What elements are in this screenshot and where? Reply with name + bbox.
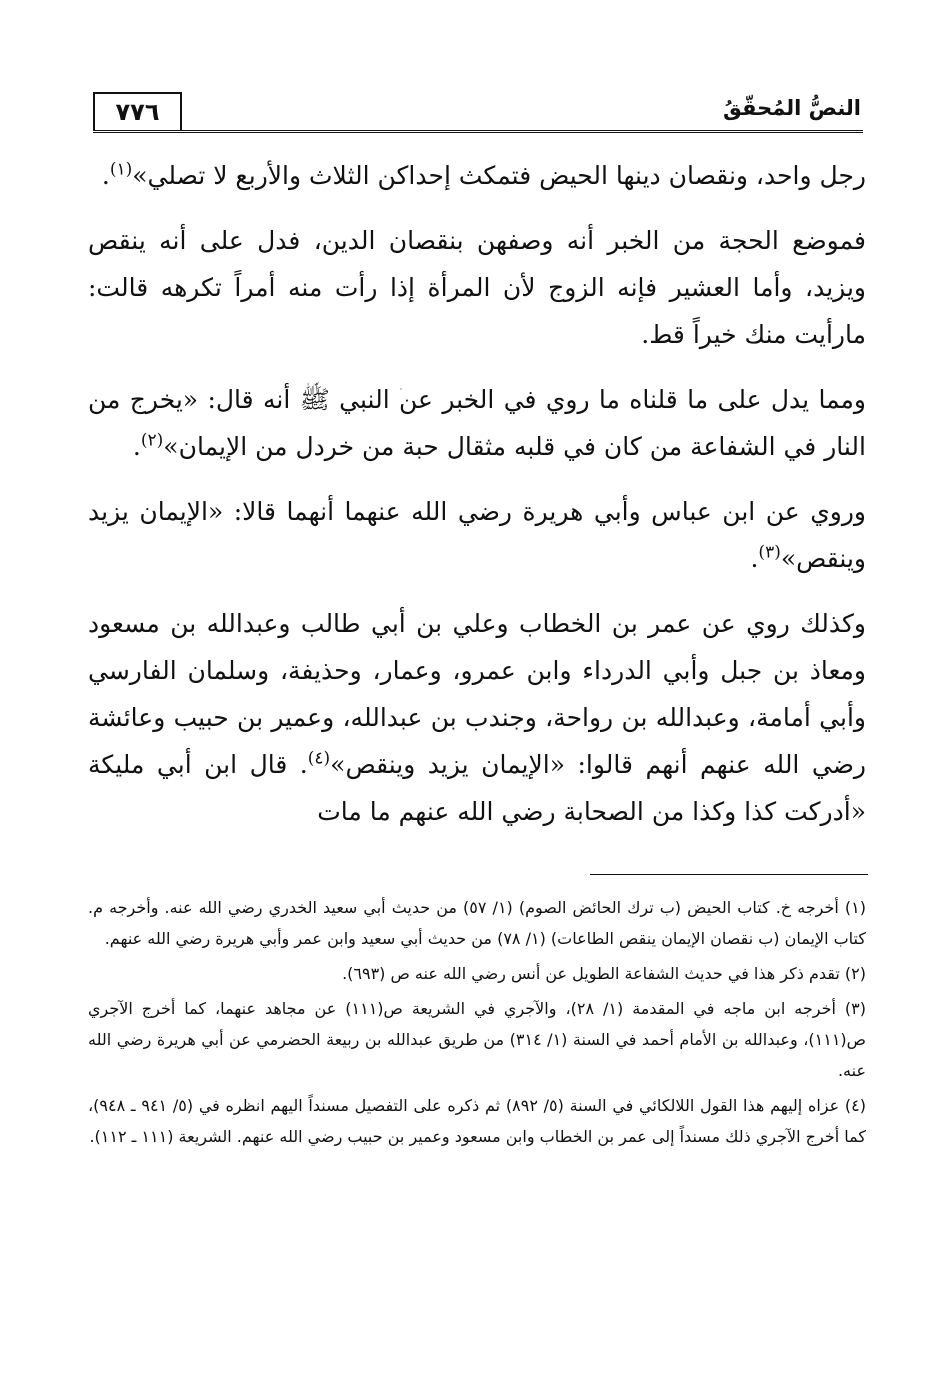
footnote-separator [590, 874, 868, 875]
footnote [88, 958, 866, 989]
footnote-marker: (٣) [758, 542, 781, 563]
footnote-text: أخرجه ابن ماجه في المقدمة (١/ ٢٨)، والآجري في الشريعة ص(١١١) عن مجاهد عنهما، كما أخرج الآجري ص(١١١)، وعبدالله بن الأمام أحمد في السنة (١/ ٣١٤) من طريق عبدالله بن ربيعة الحضرمي عن أبي هريرة رضي الله عنه. [88, 999, 866, 1080]
footnotes [88, 892, 866, 1156]
main-text [88, 152, 866, 853]
header-rule [93, 130, 863, 133]
footnote-text: أخرجه خ. كتاب الحيض (ب ترك الحائض الصوم) (١/ ٥٧) من حديث أبي سعيد الخدري رضي الله عنه. وأخرجه م. كتاب الإيمان (ب نقصان الإيمان ينقص الطاعات) (١/ ٧٨) من حديث أبي سعيد وابن عمر وأبي هريرة رضي الله عنهم. [88, 898, 866, 948]
paragraph-text-end: . [132, 432, 141, 461]
paragraph-text: وكذلك روي عن عمر بن الخطاب وعلي بن أبي طالب وعبدالله بن مسعود ومعاذ بن جبل وأبي الدرداء وابن عمرو، وعمار، وحذيفة، وسلمان الفارسي وأبي أمامة، وعبدالله بن رواحة، وجندب بن عبدالله، وعمير بن حبيب وعائشة رضي الله عنهم أنهم قالوا: «الإيمان يزيد وينقص» [88, 609, 867, 779]
footnote-text: تقدم ذكر هذا في حديث الشفاعة الطويل عن أنس رضي الله عنه ص (٦٩٣). [342, 964, 840, 983]
running-title: النصُّ المُحقّقُ [723, 96, 861, 120]
paragraph: فموضع الحجة من الخبر أنه وصفهن بنقصان الدين، فدل على أنه ينقص ويزيد، وأما العشير فإنه الزوج لأن المرأة إذا رأت منه أمراً تكرهه قالت: مارأيت منك خيراً قط. [88, 226, 866, 349]
paragraph-text: ومما يدل على ما قلناه ما روي في الخبر عن النبي ﷺ أنه قال: «يخرج من النار في الشفاعة من كان في قلبه مثقال حبة من خردل من الإيمان» [88, 385, 866, 461]
footnote-marker: (١) [109, 159, 133, 180]
paragraph [88, 152, 866, 199]
paragraph-text-end: . قال ابن أبي مليكة «أدركت كذا وكذا من الصحابة رضي الله عنهم ما مات [88, 750, 866, 826]
footnote [88, 993, 866, 1086]
footnote-text: عزاه إليهم هذا القول اللالكائي في السنة (٥/ ٨٩٢) ثم ذكره على التفصيل مسنداً اليهم انظره في (٥/ ٩٤١ ـ ٩٤٨)، كما أخرج الآجري ذلك مسنداً إلى عمر بن الخطاب وابن مسعود وعمير بن حبيب رضي الله عنهم. الشريعة (١١١ ـ ١١٢). [88, 1096, 866, 1146]
paragraph-text-end: . [101, 161, 110, 190]
paragraph-text-end: . [750, 544, 759, 573]
footnote-marker: (٢) [140, 430, 164, 451]
footnote [88, 1090, 866, 1152]
paragraph-text: وروي عن ابن عباس وأبي هريرة رضي الله عنهما أنهما قالا: «الإيمان يزيد وينقص» [88, 497, 866, 573]
page-header [93, 92, 863, 138]
footnote-number: (١) [844, 898, 867, 917]
footnote-number: (٢) [844, 964, 866, 983]
footnote-marker: (٤) [307, 748, 331, 769]
paragraph [88, 488, 866, 582]
footnote-number: (٤) [844, 1096, 866, 1115]
footnote [88, 892, 866, 954]
paragraph [88, 600, 866, 835]
page-number: ٧٧٦ [93, 92, 182, 130]
paragraph-text: رجل واحد، ونقصان دينها الحيض فتمكث إحداكن الثلاث والأربع لا تصلي» [132, 161, 866, 190]
footnote-number: (٣) [844, 999, 867, 1018]
paragraph [88, 376, 866, 470]
